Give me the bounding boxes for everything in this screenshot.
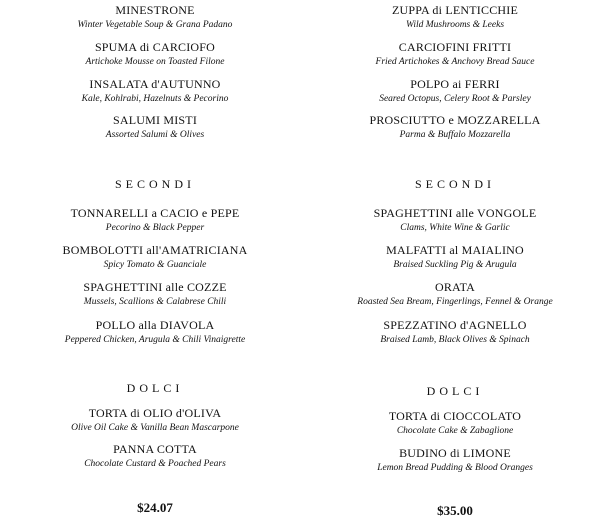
- dish-name: POLLO alla DIAVOLA: [95, 318, 215, 332]
- dish-name: TORTA di OLIO d'OLIVA: [88, 406, 222, 420]
- menu-item: [0, 442, 310, 470]
- section-heading-dolci: DOLCI: [426, 384, 484, 398]
- dish-description: Roasted Sea Bream, Fingerlings, Fennel & Orange: [357, 297, 553, 307]
- dish-description: Fried Artichokes & Anchovy Bread Sauce: [375, 57, 535, 67]
- dish-name: POLPO ai FERRI: [410, 77, 500, 91]
- dish-name: BOMBOLOTTI all'AMATRICIANA: [62, 243, 248, 257]
- menu-item: [0, 40, 310, 68]
- dish-description: Wild Mushrooms & Leeks: [405, 20, 505, 30]
- dish-name: PROSCIUTTO e MOZZARELLA: [369, 113, 541, 127]
- dish-description: Braised Suckling Pig & Arugula: [393, 260, 517, 270]
- dish-name: SPUMA di CARCIOFO: [94, 40, 216, 54]
- dish-name: MALFATTI al MAIALINO: [386, 243, 524, 257]
- menu-item: [0, 206, 310, 234]
- dish-name: ZUPPA di LENTICCHIE: [391, 3, 519, 17]
- menu-item: [310, 280, 600, 308]
- menu-item: [310, 113, 600, 141]
- menu-item: [0, 77, 310, 105]
- menu-item: [310, 409, 600, 437]
- menu-item: [0, 280, 310, 308]
- menu-item: [310, 243, 600, 271]
- dish-name: SPAGHETTINI alle VONGOLE: [373, 206, 537, 220]
- menu-item: [0, 243, 310, 271]
- dish-description: Pecorino & Black Pepper: [105, 223, 205, 233]
- dish-description: Chocolate Custard & Poached Pears: [84, 459, 226, 469]
- menu-item: [310, 318, 600, 346]
- dish-name: PANNA COTTA: [113, 442, 197, 456]
- dish-description: Lemon Bread Pudding & Blood Oranges: [377, 463, 533, 473]
- dish-description: Kale, Kohlrabi, Hazelnuts & Pecorino: [81, 94, 229, 104]
- dish-name: SPEZZATINO d'AGNELLO: [383, 318, 527, 332]
- dish-description: Peppered Chicken, Arugula & Chili Vinaigrette: [64, 335, 246, 345]
- dish-name: TORTA di CIOCCOLATO: [388, 409, 522, 423]
- dish-description: Braised Lamb, Black Olives & Spinach: [380, 335, 530, 345]
- dish-description: Olive Oil Cake & Vanilla Bean Mascarpone: [71, 423, 239, 433]
- dish-name: MINESTRONE: [115, 3, 195, 17]
- section-heading-secondi: SECONDI: [114, 177, 195, 191]
- section-heading-dolci: DOLCI: [126, 381, 184, 395]
- dish-name: CARCIOFINI FRITTI: [398, 40, 512, 54]
- menu-item: [310, 77, 600, 105]
- dish-name: SALUMI MISTI: [112, 113, 198, 127]
- dish-description: Assorted Salumi & Olives: [105, 130, 205, 140]
- dish-description: Artichoke Mousse on Toasted Filone: [85, 57, 225, 67]
- dish-description: Chocolate Cake & Zabaglione: [396, 426, 514, 436]
- menu-item: [310, 206, 600, 234]
- dish-name: BUDINO di LIMONE: [399, 446, 511, 460]
- menu-item: [310, 40, 600, 68]
- dish-name: INSALATA d'AUTUNNO: [89, 77, 221, 91]
- menu-item: [0, 3, 310, 31]
- dish-name: SPAGHETTINI alle COZZE: [83, 280, 227, 294]
- dish-description: Spicy Tomato & Guanciale: [103, 260, 207, 270]
- menu-item: [310, 3, 600, 31]
- dish-name: ORATA: [434, 280, 476, 294]
- menu-item: [310, 446, 600, 474]
- section-heading-secondi: SECONDI: [414, 177, 495, 191]
- dish-name: TONNARELLI a CACIO e PEPE: [70, 206, 240, 220]
- menu-item: [0, 318, 310, 346]
- menu-item: [0, 113, 310, 141]
- menu-price: $24.07: [137, 500, 173, 515]
- dish-description: Mussels, Scallions & Calabrese Chili: [83, 297, 227, 307]
- dish-description: Clams, White Wine & Garlic: [400, 223, 510, 233]
- menu-item: [0, 406, 310, 434]
- dish-description: Parma & Buffalo Mozzarella: [399, 130, 511, 140]
- menu-price: $35.00: [437, 503, 473, 518]
- dish-description: Winter Vegetable Soup & Grana Padano: [77, 20, 233, 30]
- dish-description: Seared Octopus, Celery Root & Parsley: [379, 94, 531, 104]
